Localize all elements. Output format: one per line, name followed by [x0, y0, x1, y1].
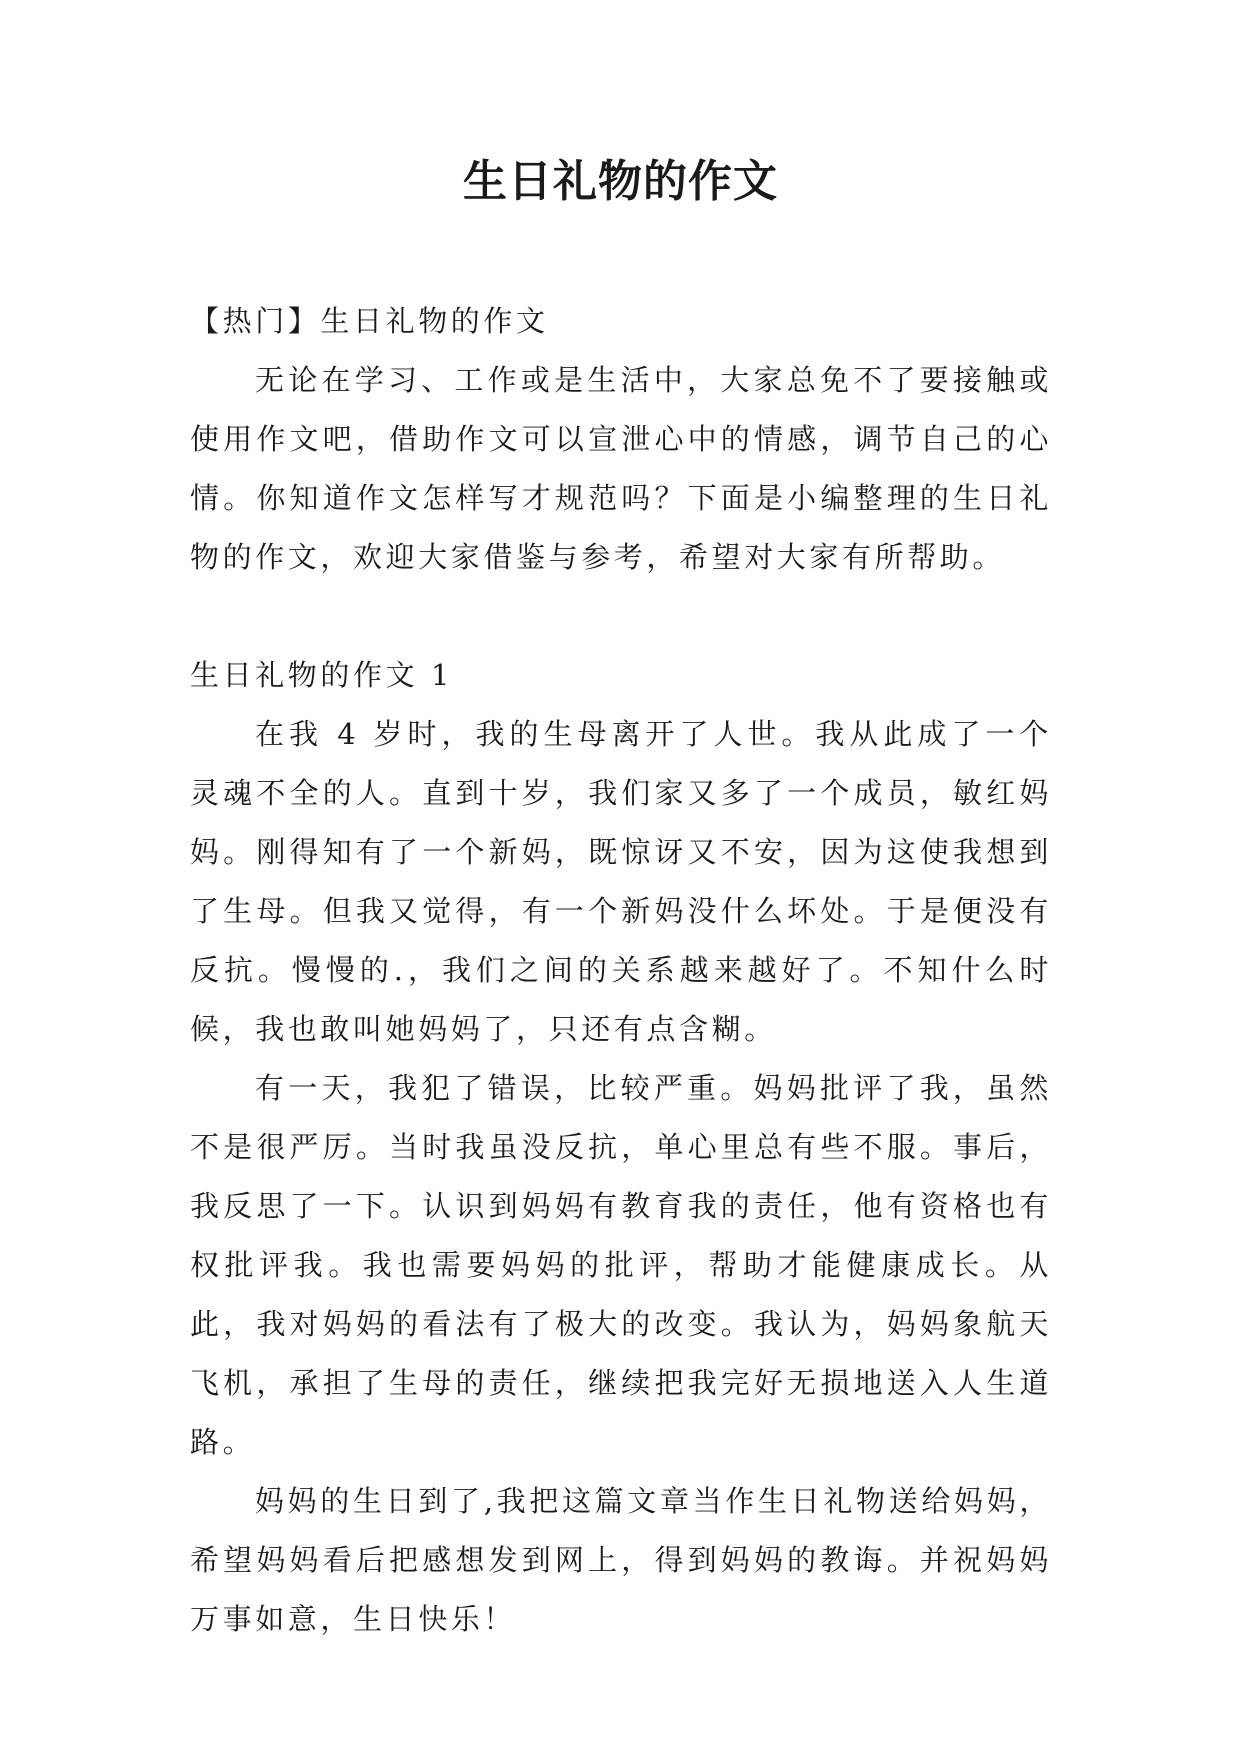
tag-line: 【热门】生日礼物的作文 [190, 304, 549, 338]
body-paragraph-3: 妈妈的生日到了,我把这篇文章当作生日礼物送给妈妈，希望妈妈看后把感想发到网上，得到妈妈的教诲。并祝妈妈万事如意，生日快乐！ [190, 1484, 1052, 1636]
intro-paragraph: 无论在学习、工作或是生活中，大家总免不了要接触或使用作文吧，借助作文可以宣泄心中的情感，调节自己的心情。你知道作文怎样写才规范吗？下面是小编整理的生日礼物的作文，欢迎大家借鉴与参考，希望对大家有所帮助。 [190, 363, 1052, 574]
section-heading: 生日礼物的作文 1 [190, 658, 454, 692]
body-paragraph-1: 在我 4 岁时，我的生母离开了人世。我从此成了一个灵魂不全的人。直到十岁，我们家又多了一个成员，敏红妈妈。刚得知有了一个新妈，既惊讶又不安，因为这使我想到了生母。但我又觉得，有一个新妈没什么坏处。于是便没有反抗。慢慢的.，我们之间的关系越来越好了。不知什么时候，我也敢叫她妈妈了，只还有点含糊。 [190, 717, 1052, 1046]
paragraph-gap [190, 587, 1052, 646]
body-paragraph-2: 有一天，我犯了错误，比较严重。妈妈批评了我，虽然不是很严厉。当时我虽没反抗，单心里总有些不服。事后，我反思了一下。认识到妈妈有教育我的责任，他有资格也有权批评我。我也需要妈妈的批评，帮助才能健康成长。从此，我对妈妈的看法有了极大的改变。我认为，妈妈象航天飞机，承担了生母的责任，继续把我完好无损地送入人生道路。 [190, 1071, 1052, 1459]
document-title: 生日礼物的作文 [463, 156, 778, 207]
document-body [190, 292, 1052, 1649]
